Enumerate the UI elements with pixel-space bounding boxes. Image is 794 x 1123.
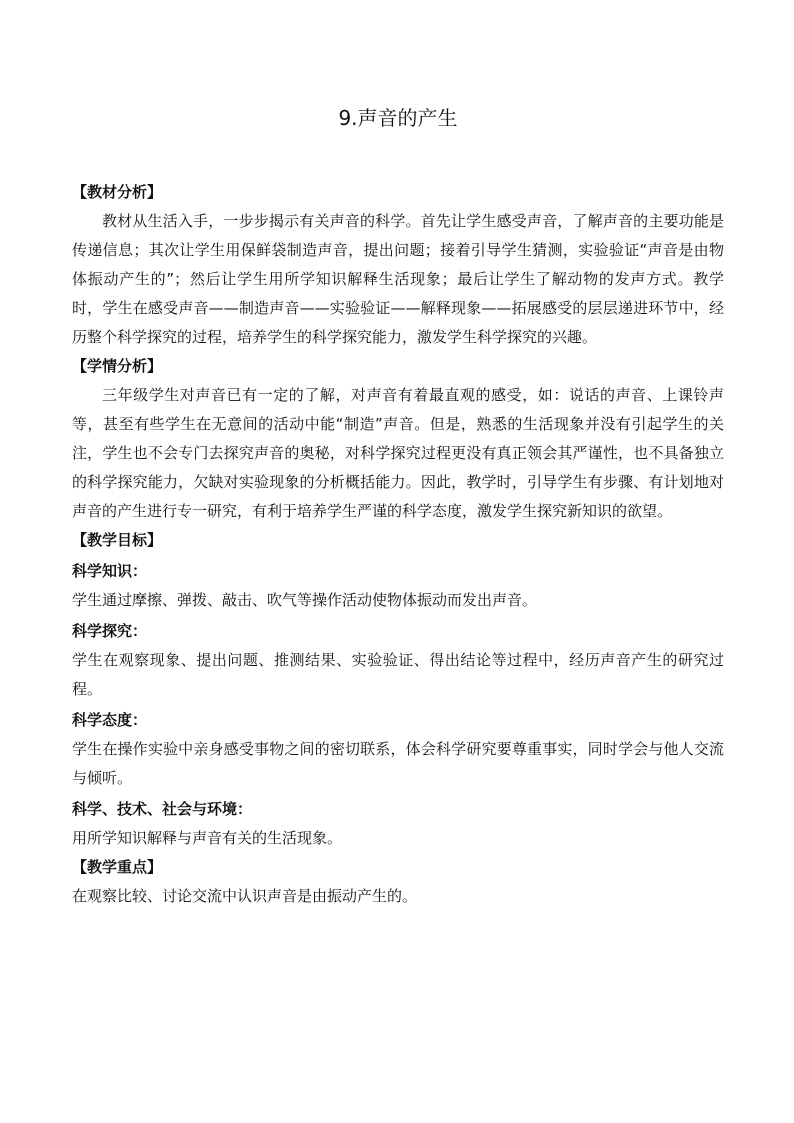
document-page	[72, 100, 724, 911]
section-heading-materials: 【教材分析】	[72, 183, 163, 201]
goal-text-attitude: 学生在操作实验中亲身感受事物之间的密切联系，体会科学研究要尊重事实，同时学会与他人交流与倾听。	[72, 740, 724, 787]
goal-label-society: 科学、技术、社会与环境：	[72, 800, 253, 818]
materials-paragraph: 教材从生活入手，一步步揭示有关声音的科学。首先让学生感受声音，了解声音的主要功能是传递信息；其次让学生用保鲜袋制造声音，提出问题；接着引导学生猜测，实验验证“声音是由物体振动产生的”；然后让学生用所学知识解释生活现象；最后让学生了解动物的发声方式。教学时，学生在感受声音——制造声音——实验验证——解释现象——拓展感受的层层递进环节中，经历整个科学探究的过程，培养学生的科学探究能力，激发学生科学探究的兴趣。	[72, 212, 724, 346]
section-heading-students: 【学情分析】	[72, 357, 163, 375]
students-paragraph: 三年级学生对声音已有一定的了解，对声音有着最直观的感受，如：说话的声音、上课铃声等，甚至有些学生在无意间的活动中能“制造”声音。但是，熟悉的生活现象并没有引起学生的关注，学生也不会专门去探究声音的奥秘，对科学探究过程更没有真正领会其严谨性，也不具备独立的科学探究能力，欠缺对实验现象的分析概括能力。因此，教学时，引导学生有步骤、有计划地对声音的产生进行专一研究，有利于培养学生严谨的科学态度，激发学生探究新知识的欲望。	[72, 386, 724, 520]
section-heading-key: 【教学重点】	[72, 858, 163, 876]
goal-text-inquiry: 学生在观察现象、提出问题、推测结果、实验验证、得出结论等过程中，经历声音产生的研究过程。	[72, 651, 724, 698]
section-heading-goals: 【教学目标】	[72, 531, 163, 549]
goal-label-inquiry: 科学探究：	[72, 622, 148, 640]
goal-label-attitude: 科学态度：	[72, 711, 148, 729]
goal-text-society: 用所学知识解释与声音有关的生活现象。	[72, 829, 343, 847]
key-paragraph: 在观察比较、讨论交流中认识声音是由振动产生的。	[72, 887, 418, 905]
goal-label-knowledge: 科学知识：	[72, 562, 148, 580]
document-title: 9.声音的产生	[338, 106, 458, 130]
goal-text-knowledge: 学生通过摩擦、弹拨、敲击、吹气等操作活动使物体振动而发出声音。	[72, 591, 538, 609]
